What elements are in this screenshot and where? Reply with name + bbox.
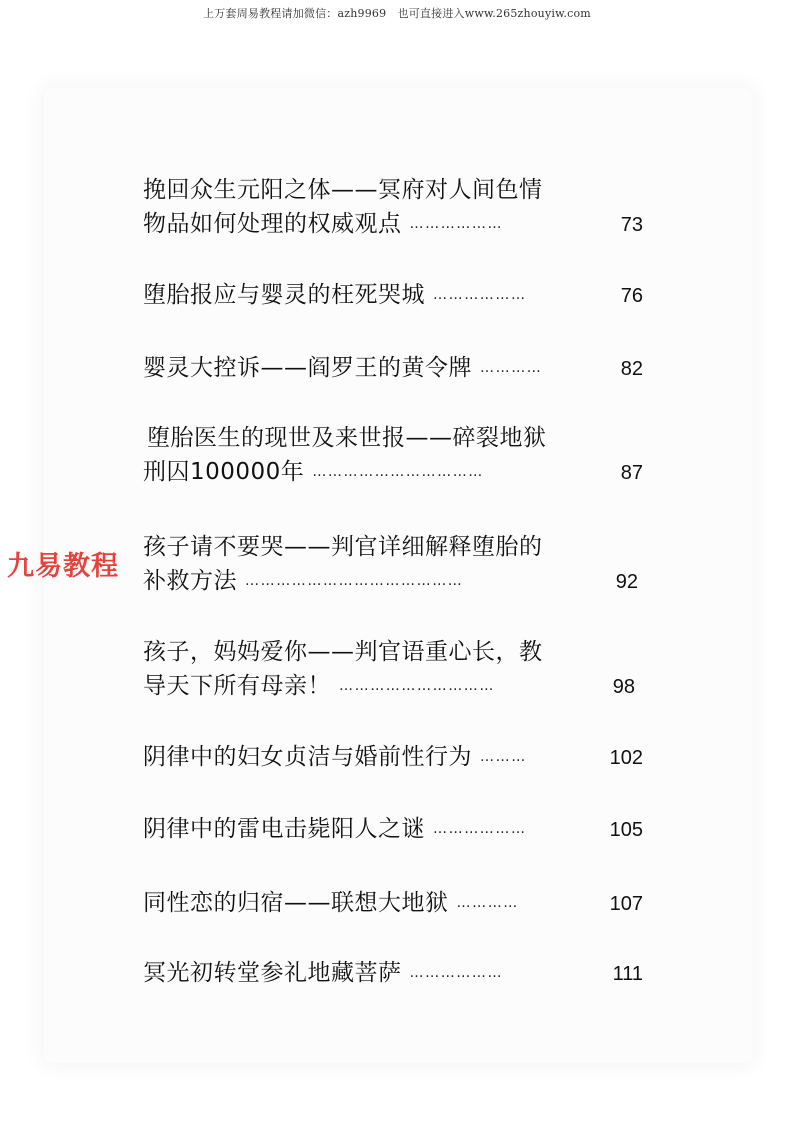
toc-entry-line [143,530,643,564]
toc-entry-line [143,564,643,598]
toc-entry-line [143,278,643,312]
toc-entry-line [143,455,643,489]
toc-page-number: 102 [609,747,643,769]
leader-dots: ……………… [409,216,504,232]
leader-dots: ………… [456,895,519,911]
toc-entry-title: 孩子，妈妈爱你——判官语重心长，教 [143,639,543,665]
toc-entry-title: 阴律中的雷电击毙阳人之谜 [143,816,425,842]
toc-entry-title: 婴灵大控诉——阎罗王的黄令牌 [143,355,472,381]
toc-entry [143,278,643,312]
leader-dots: ……………… [433,821,527,837]
toc-page-number: 111 [612,963,643,985]
toc-entry-line [143,956,643,990]
toc-entry [143,530,643,598]
toc-entry [143,173,643,241]
toc-entry [143,421,643,489]
leader-dots: …………………………………… [245,573,464,589]
toc-entry-line [143,351,643,385]
toc-entry-title: 挽回众生元阳之体——冥府对人间色情 [143,177,543,203]
toc-entry [143,886,643,920]
toc-page-number: 105 [609,819,643,841]
toc-page-number: 92 [615,571,638,593]
toc-entry [143,740,643,774]
toc-entry-title-cont: 物品如何处理的权威观点 [143,211,402,237]
leader-dots: ……………… [409,965,504,981]
toc-entry-title: 孩子请不要哭——判官详细解释堕胎的 [143,534,543,560]
toc-page-number: 107 [609,893,643,915]
toc-entry-line [143,421,643,455]
toc-entry [143,956,643,990]
toc-entry-line [143,173,643,207]
leader-dots: ………… [480,360,543,376]
toc-entry [143,351,643,385]
toc-page-number: 73 [620,214,643,236]
toc-entry-title: 同性恋的归宿——联想大地狱 [143,890,449,916]
leader-dots: ……… [480,749,527,765]
toc-page-number: 87 [620,462,643,484]
toc-entry-title-cont: 刑囚100000年 [143,459,305,485]
toc-entry-title: 堕胎报应与婴灵的枉死哭城 [143,282,425,308]
toc-entry-line [143,669,643,703]
toc-entry-title: 阴律中的妇女贞洁与婚前性行为 [143,744,472,770]
toc-entry-title: 冥光初转堂参礼地藏菩萨 [143,960,402,986]
toc-entry [143,812,643,846]
watermark-logo: 九易教程 [7,551,119,582]
toc-entry-line [143,886,643,920]
toc-entry-line [143,740,643,774]
toc-page-number: 82 [620,358,643,380]
toc-entry-title-cont: 导天下所有母亲！ [143,673,331,699]
toc-entry [143,635,643,703]
leader-dots: …………………………… [312,464,484,480]
leader-dots: ……………… [433,287,527,303]
toc-entry-line [143,812,643,846]
toc-page-number: 98 [612,676,635,698]
toc-page-number: 76 [620,285,643,307]
toc-entry-title-cont: 补救方法 [143,568,237,594]
header-note: 上万套周易教程请加微信：azh9969 也可直接进入www.265zhouyiw.com [203,7,591,20]
toc-entry-line [143,635,643,669]
toc-entry-title: 堕胎医生的现世及来世报——碎裂地狱 [147,425,547,451]
toc-entry-line [143,207,643,241]
leader-dots: ………………………… [339,678,495,694]
